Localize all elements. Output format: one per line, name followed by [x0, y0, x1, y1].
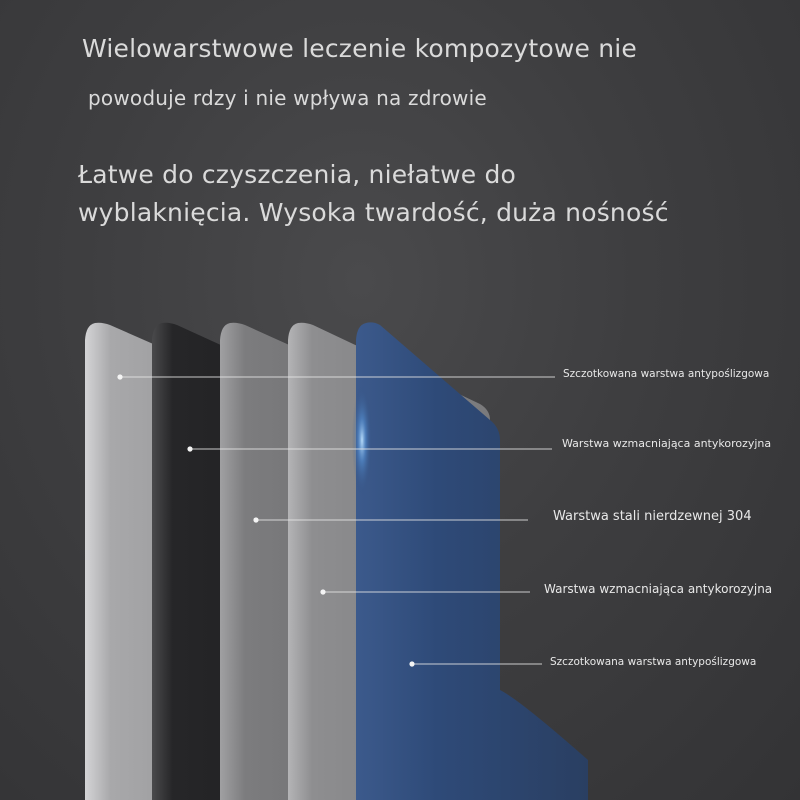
layer-label-1: Szczotkowana warstwa antypoślizgowa	[563, 368, 770, 380]
leader-dot-4	[320, 589, 325, 594]
blue-edge-glow	[352, 385, 372, 495]
headline-line-4: wyblaknięcia. Wysoka twardość, duża nośność	[78, 198, 669, 227]
layer-label-4: Warstwa wzmacniająca antykorozyjna	[544, 582, 773, 596]
leader-dot-1	[117, 374, 122, 379]
leader-dot-5	[409, 661, 414, 666]
leader-dot-2	[187, 446, 192, 451]
headline-line-1: Wielowarstwowe leczenie kompozytowe nie	[82, 34, 637, 63]
layer-label-5: Szczotkowana warstwa antypoślizgowa	[550, 656, 757, 668]
headline-line-2: powoduje rdzy i nie wpływa na zdrowie	[88, 86, 487, 110]
headline-line-3: Łatwe do czyszczenia, niełatwe do	[78, 160, 517, 189]
leader-dot-3	[253, 517, 258, 522]
layer-label-3: Warstwa stali nierdzewnej 304	[553, 509, 752, 524]
layer-panel-5	[356, 322, 588, 800]
layer-label-2: Warstwa wzmacniająca antykorozyjna	[562, 437, 772, 450]
